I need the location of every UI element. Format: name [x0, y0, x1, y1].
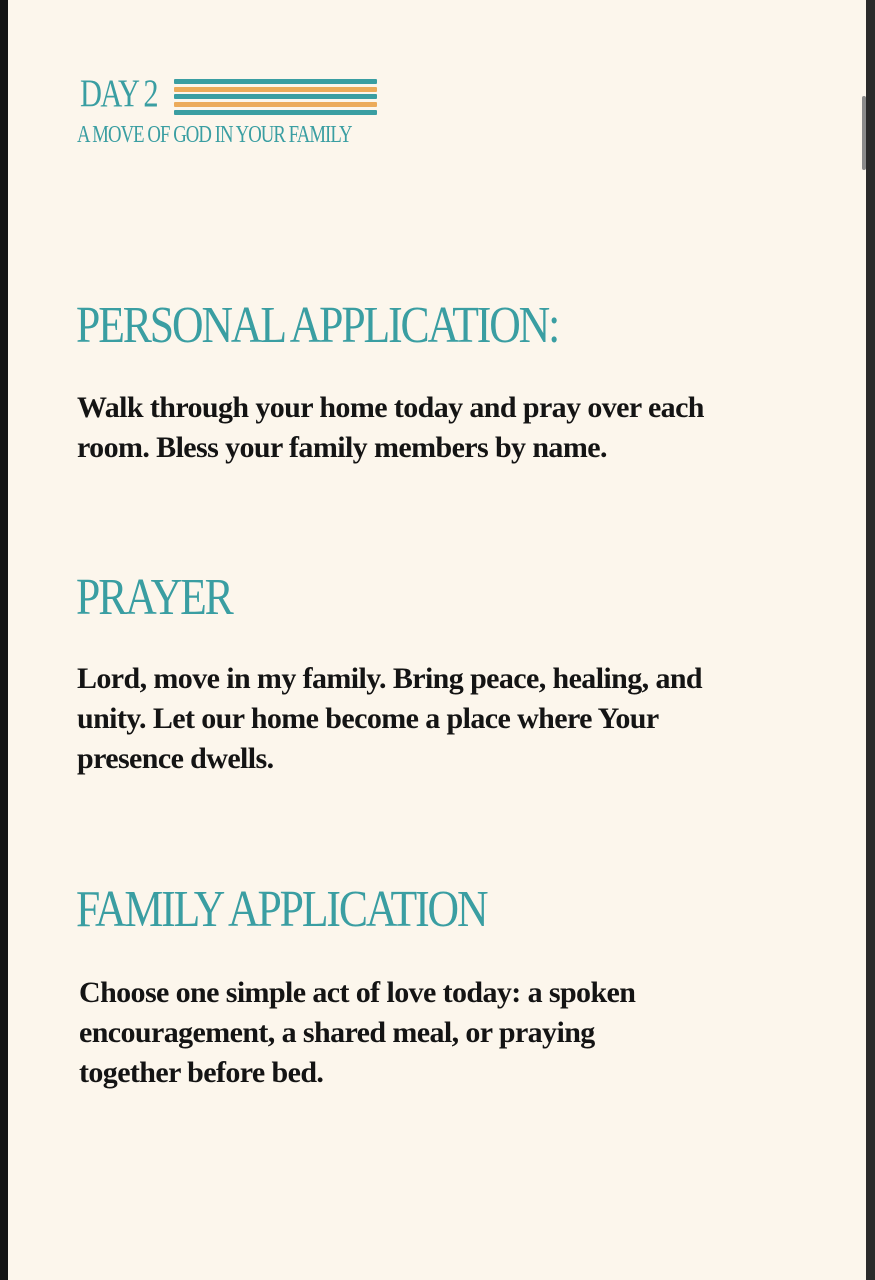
section-heading-prayer: PRAYER: [76, 569, 232, 626]
window-left-edge: [0, 0, 8, 1280]
section-heading-family-application: FAMILY APPLICATION: [76, 881, 487, 938]
stripe: [174, 79, 377, 84]
section-text-prayer: Lord, move in my family. Bring peace, healing, and unity. Let our home become a place where Your presence dwells.: [77, 662, 703, 775]
section-heading-personal-application: PERSONAL APPLICATION:: [76, 297, 559, 354]
window-right-edge: [866, 0, 875, 1280]
stripe: [174, 110, 377, 115]
section-text-personal-application: Walk through your home today and pray over each room. Bless your family members by name.: [77, 391, 704, 464]
section-text-family-application: Choose one simple act of love today: a spoken encouragement, a shared meal, or praying together before bed.: [79, 976, 636, 1089]
stripe: [174, 94, 377, 99]
stripe: [174, 87, 377, 92]
day-label: DAY 2: [80, 72, 158, 115]
decorative-stripes: [174, 79, 377, 115]
day-subtitle: A MOVE OF GOD IN YOUR FAMILY: [77, 122, 352, 148]
stripe: [174, 102, 377, 107]
scrollbar-thumb[interactable]: [862, 96, 866, 170]
